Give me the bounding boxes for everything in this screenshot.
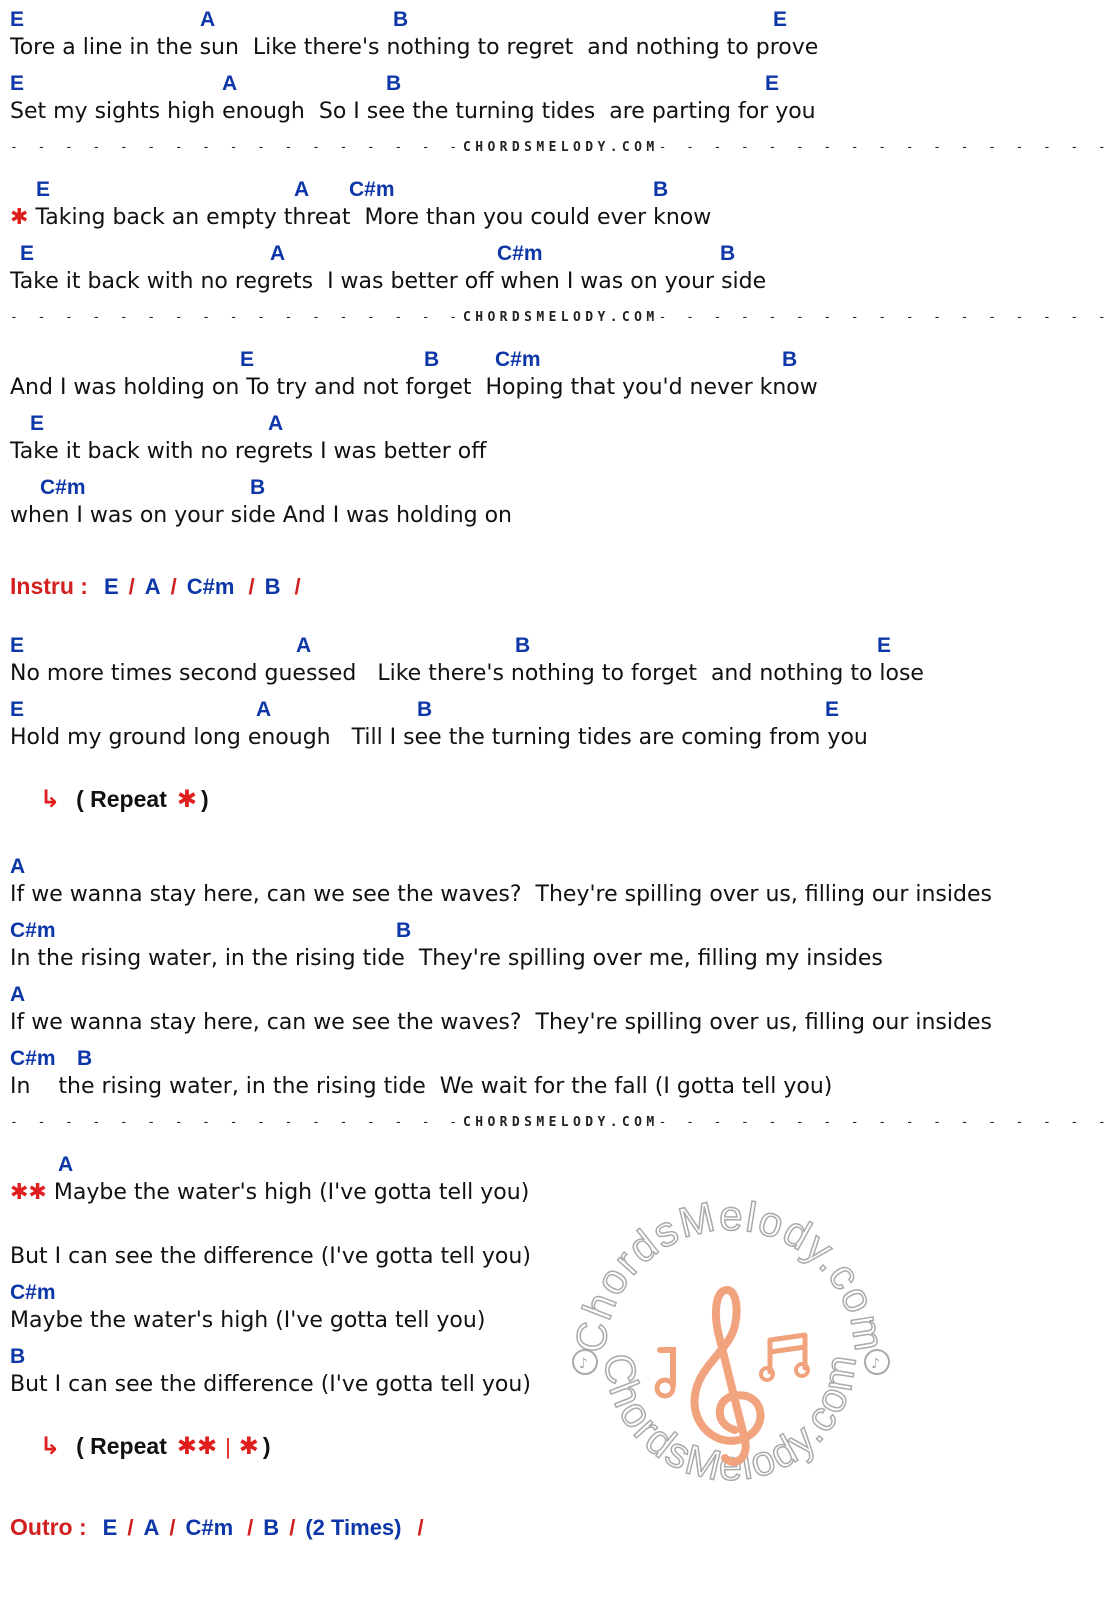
chord: A [144, 574, 161, 599]
chord: B [720, 242, 736, 265]
repeat-count: (2 Times) [305, 1515, 402, 1540]
site-name: CHORDSMELODY.COM [462, 140, 659, 155]
chord: C#m [186, 574, 235, 599]
chord: A [270, 242, 286, 265]
instru-line: Instru : E / A / C#m / B / [10, 573, 301, 599]
section-mark: ✱ [238, 1432, 259, 1460]
lyric-text: In the rising water, in the rising tide We wait for the fall (I gotta tell you) [10, 1074, 833, 1099]
chord: A [200, 8, 216, 31]
lyric-text: But I can see the difference (I've gotta tell you) [10, 1372, 531, 1397]
chordsmelody-watermark-logo [565, 1190, 895, 1520]
chord: C#m [349, 178, 395, 201]
chord: B [77, 1047, 93, 1070]
lyric-text: Hold my ground long enough Till I see the turning tides are coming from you [10, 725, 868, 750]
watermark-text-top: ChordsMelody.com [566, 1191, 894, 1356]
lyric-line [0, 944, 980, 974]
watermark-text-bottom: ChordsMelody.com [595, 1350, 866, 1490]
chord: C#m [10, 919, 56, 942]
chord: A [58, 1153, 74, 1176]
chord: E [10, 72, 25, 95]
lyric-text: And I was holding on To try and not forget Hoping that you'd never know [10, 375, 818, 400]
site-name: CHORDSMELODY.COM [462, 310, 659, 325]
section-mark: ✱✱ [176, 1432, 218, 1460]
lyric-line [0, 373, 980, 403]
outro-label: Outro : [10, 1514, 87, 1540]
lyric-line [0, 1072, 980, 1102]
chord: B [653, 178, 669, 201]
instru-label: Instru : [10, 573, 88, 599]
chord: E [825, 698, 840, 721]
lyric-line [0, 97, 980, 127]
chord: B [10, 1345, 26, 1368]
chord: E [20, 242, 35, 265]
chord: E [102, 1515, 118, 1540]
site-name: CHORDSMELODY.COM [462, 1115, 659, 1130]
lyric-text: Maybe the water's high (I've gotta tell you) [10, 1308, 486, 1333]
repeat-text: ( Repeat [76, 1433, 167, 1459]
separator: - - - - - - - - - - - - - - - - - CHORDSMELODY.COM - - - - - - - - - - - - - - - - - [10, 1115, 1112, 1130]
lyric-line [0, 203, 980, 233]
chord: B [782, 348, 798, 371]
lyric-text: If we wanna stay here, can we see the waves? They're spilling over us, filling our insides [10, 1010, 992, 1035]
lyric-text: Tore a line in the sun Like there's nothing to regret and nothing to prove [10, 35, 819, 60]
lyric-text: If we wanna stay here, can we see the waves? They're spilling over us, filling our insides [10, 882, 992, 907]
section-mark: ✱✱ [10, 1180, 47, 1205]
lyric-line [0, 33, 980, 63]
beamed-notes-icon [761, 1335, 808, 1380]
separator-bar: | [225, 1434, 231, 1459]
lyric-text: In the rising water, in the rising tide They're spilling over me, filling my insides [10, 946, 883, 971]
lyric-line [0, 1008, 992, 1038]
chord: E [36, 178, 51, 201]
chord: A [143, 1515, 160, 1540]
chord: A [296, 634, 312, 657]
chord: C#m [10, 1281, 56, 1304]
chord: B [264, 574, 281, 599]
separator: - - - - - - - - - - - - - - - - - CHORDSMELODY.COM - - - - - - - - - - - - - - - - - [10, 140, 1112, 155]
separator: - - - - - - - - - - - - - - - - - CHORDSMELODY.COM - - - - - - - - - - - - - - - - - [10, 310, 1112, 325]
chord: A [222, 72, 238, 95]
chord: B [396, 919, 412, 942]
lyric-text: Taking back an empty threat More than you could ever know [35, 205, 712, 230]
chord: B [393, 8, 409, 31]
chord: B [250, 476, 266, 499]
chord: A [10, 855, 26, 878]
lyric-text: Take it back with no regrets I was better off when I was on your side [10, 269, 767, 294]
return-arrow-icon: ↳ [40, 1432, 61, 1460]
chord: E [103, 574, 119, 599]
chord: C#m [10, 1047, 56, 1070]
chord: C#m [495, 348, 541, 371]
chord: A [268, 412, 284, 435]
section-mark: ✱ [176, 785, 197, 813]
chord: E [773, 8, 788, 31]
chord: E [10, 634, 25, 657]
chord: E [765, 72, 780, 95]
lyric-line [0, 723, 980, 753]
small-note-icon-right [865, 1350, 889, 1374]
treble-clef-icon [695, 1290, 761, 1462]
chord: B [424, 348, 440, 371]
return-arrow-icon: ↳ [40, 785, 61, 813]
chord: B [386, 72, 402, 95]
lyric-text: But I can see the difference (I've gotta tell you) [10, 1244, 531, 1269]
chord: E [240, 348, 255, 371]
section-mark: ✱ [10, 205, 29, 230]
repeat-instruction [40, 785, 1020, 815]
lyric-text: Take it back with no regrets I was better off [10, 439, 487, 464]
chord: E [10, 8, 25, 31]
chord: E [10, 698, 25, 721]
lyric-line [0, 501, 980, 531]
chord: E [877, 634, 892, 657]
lyric-line [0, 659, 980, 689]
lyric-text: when I was on your side And I was holding on [10, 503, 513, 528]
chord: B [417, 698, 433, 721]
svg-text:♪: ♪ [579, 1356, 588, 1372]
chord: E [30, 412, 45, 435]
chord: B [515, 634, 531, 657]
lyric-text: Maybe the water's high (I've gotta tell you) [53, 1180, 530, 1205]
chord: C#m [497, 242, 543, 265]
repeat-close: ) [200, 786, 209, 812]
chord: A [256, 698, 272, 721]
lyric-text: Set my sights high enough So I see the turning tides are parting for you [10, 99, 816, 124]
chord: A [10, 983, 26, 1006]
chord: B [263, 1515, 280, 1540]
chord: C#m [185, 1515, 234, 1540]
lyric-line [0, 880, 992, 910]
chord: A [294, 178, 310, 201]
lyric-line [0, 267, 980, 297]
chord: C#m [40, 476, 86, 499]
outro-line: Outro : E / A / C#m / B / (2 Times) / [10, 1514, 424, 1540]
lyric-line [0, 437, 980, 467]
small-note-icon-left [573, 1350, 597, 1374]
repeat-text: ( Repeat [76, 786, 167, 812]
svg-text:♪: ♪ [871, 1356, 880, 1372]
music-note-icon [657, 1350, 673, 1396]
repeat-close: ) [262, 1433, 271, 1459]
lyric-text: No more times second guessed Like there's nothing to forget and nothing to lose [10, 661, 924, 686]
